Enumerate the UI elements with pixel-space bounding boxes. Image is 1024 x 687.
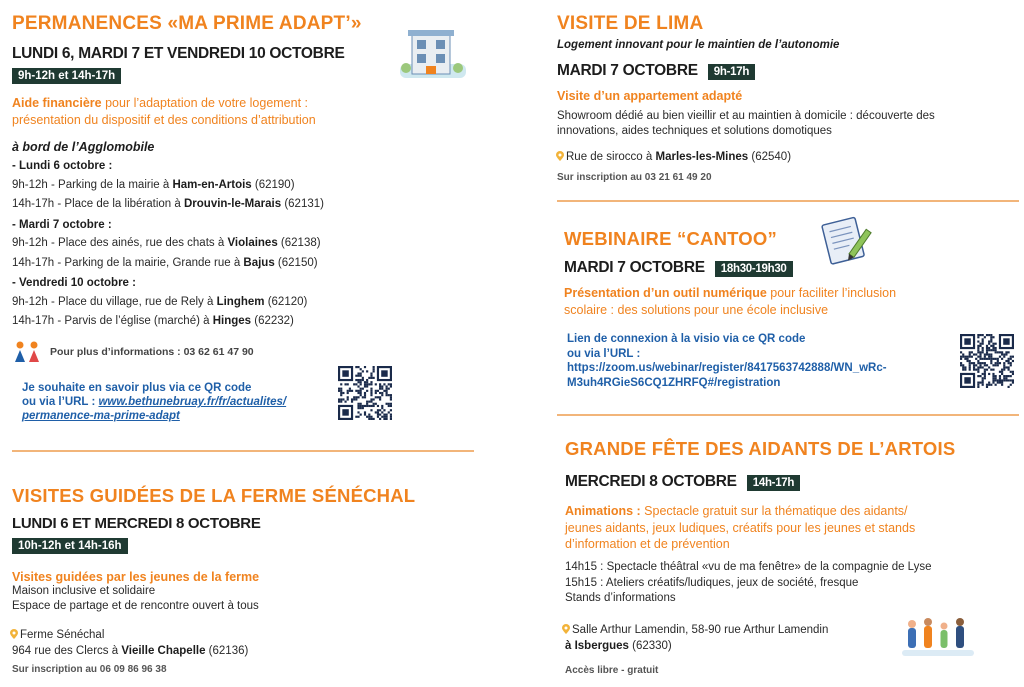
fete-dates: MERCREDI 8 OCTOBRE 14h-17h — [565, 473, 800, 491]
lima-address: Rue de sirocco à Marles-les-Mines (62540) — [556, 149, 791, 167]
schedule-row: 14h-17h - Place de la libération à Drouvin-le-Marais (62131) — [12, 198, 324, 210]
fete-hours-badge: 14h-17h — [747, 475, 800, 491]
schedule-row: 14h-17h - Parvis de l’église (marché) à Hinges (62232) — [12, 315, 294, 327]
people-icon — [12, 340, 44, 364]
notebook-icon — [818, 214, 874, 266]
divider — [557, 414, 1019, 416]
qr-code-icon[interactable] — [338, 366, 392, 420]
fete-address: Salle Arthur Lamendin, 58-90 rue Arthur Lamendin à Isbergues (62330) — [562, 622, 828, 654]
prime-adapt-link-cont[interactable]: permanence-ma-prime-adapt — [22, 410, 180, 422]
visites-subtitle: Visites guidées par les jeunes de la ferme — [12, 570, 260, 584]
fete-title: GRANDE FÊTE DES AIDANTS DE L’ARTOIS — [565, 438, 956, 459]
location-pin-icon — [562, 624, 570, 634]
location-pin-icon — [10, 629, 18, 639]
lima-title: VISITE DE LIMA — [557, 13, 704, 34]
visites-title: VISITES GUIDÉES DE LA FERME SÉNÉCHAL — [12, 485, 416, 506]
schedule-row: 14h-17h - Parking de la mairie, Grande rue à Bajus (62150) — [12, 256, 318, 269]
visites-dates: LUNDI 6 ET MERCREDI 8 OCTOBRE — [12, 515, 261, 532]
divider — [557, 200, 1019, 202]
info-phone: Pour plus d’informations : 03 62 61 47 90 — [50, 346, 254, 358]
qr-code-icon[interactable] — [960, 334, 1014, 388]
fete-acces: Accès libre - gratuit — [565, 665, 659, 676]
lima-description: Showroom dédié au bien vieillir et au maintien à domicile : découverte des innovations, aides techniques et solutions domotiques — [557, 110, 935, 137]
permanences-dates: LUNDI 6, MARDI 7 ET VENDREDI 10 OCTOBRE — [12, 45, 345, 62]
location-pin-icon — [556, 151, 564, 161]
qr-info-text: Je souhaite en savoir plus via ce QR code ou via l’URL : www.bethunebruay.fr/fr/actualites/ permanence-ma-prime-adapt — [22, 382, 287, 422]
lima-inscription: Sur inscription au 03 21 61 49 20 — [557, 172, 712, 183]
agglomobile-heading: à bord de l’Agglomobile — [12, 140, 155, 154]
schedule-row: 9h-12h - Place du village, rue de Rely à Linghem (62120) — [12, 295, 308, 308]
schedule-row: 9h-12h - Parking de la mairie à Ham-en-Artois (62190) — [12, 178, 295, 191]
schedule-list — [12, 158, 462, 331]
zoom-link-cont[interactable]: M3uh4RGieS6CQ1ZHRFQ#/registration — [567, 376, 781, 389]
visites-hours-badge: 10h-12h et 14h-16h — [12, 536, 128, 554]
webinaire-description: Présentation d’un outil numérique pour faciliter l’inclusion scolaire : des solutions pour une école inclusive — [564, 286, 897, 317]
visites-address: Ferme Sénéchal 964 rue des Clercs à Vieille Chapelle (62136) — [12, 629, 249, 657]
fete-animations: Animations : Spectacle gratuit sur la thématique des aidants/ jeunes aidants, jeux ludiques, créatifs pour les jeunes et stands d’information et de prévention — [565, 504, 916, 551]
schedule-row: 9h-12h - Place des ainés, rue des chats à Violaines (62138) — [12, 237, 321, 249]
visites-description: Maison inclusive et solidaire Espace de partage et de rencontre ouvert à tous — [12, 585, 259, 612]
aid-description: Aide financière pour l’adaptation de votre logement : présentation du dispositif et des conditions d’attribution — [12, 96, 316, 127]
lima-subtitle: Logement innovant pour le maintien de l’autonomie — [557, 39, 840, 51]
people-group-icon — [900, 614, 976, 658]
permanences-title: PERMANENCES «MA PRIME ADAPT’» — [12, 13, 362, 34]
zoom-link[interactable]: https://zoom.us/webinar/register/8417563742888/WN_wRc- — [567, 362, 887, 374]
webinaire-link-text: Lien de connexion à la visio via ce QR code ou via l’URL : https://zoom.us/webinar/register/8417563742888/WN_wRc- M3uh4RGieS6CQ1ZHRFQ#/registration — [567, 333, 887, 389]
webinaire-hours-badge: 18h30-19h30 — [715, 261, 793, 277]
day-label: - Vendredi 10 octobre : — [12, 277, 136, 289]
visites-inscription: Sur inscription au 06 09 86 96 38 — [12, 664, 167, 675]
day-label: - Mardi 7 octobre : — [12, 218, 112, 231]
lima-dates: MARDI 7 OCTOBRE 9h-17h — [557, 62, 755, 80]
fete-programme: 14h15 : Spectacle théâtral «vu de ma fenêtre» de la compagnie de Lyse 15h15 : Ateliers créatifs/ludiques, jeux de société, fresque Stands d’informations — [565, 561, 932, 604]
permanences-hours-badge: 9h-12h et 14h-17h — [12, 66, 121, 84]
lima-sub: Visite d’un appartement adapté — [557, 89, 743, 103]
prime-adapt-link[interactable]: www.bethunebruay.fr/fr/actualites/ — [98, 396, 287, 408]
divider — [12, 450, 474, 452]
webinaire-dates: MARDI 7 OCTOBRE 18h30-19h30 — [564, 259, 793, 277]
webinaire-title: WEBINAIRE “CANTOO” — [564, 228, 777, 249]
day-label: - Lundi 6 octobre : — [12, 160, 113, 172]
building-icon — [398, 26, 468, 80]
lima-hours-badge: 9h-17h — [708, 64, 755, 80]
